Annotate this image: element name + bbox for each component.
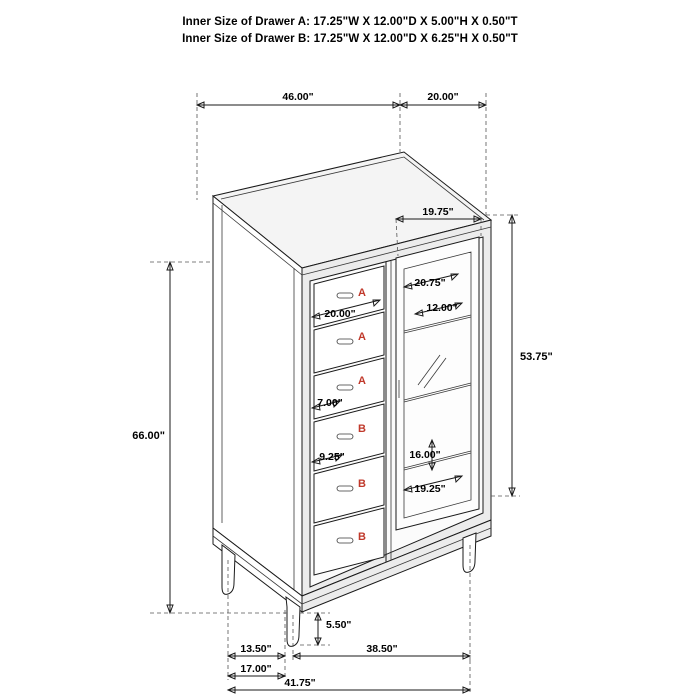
dim-base-left-outer: 17.00" (240, 663, 272, 675)
drawer-label-b2: B (358, 478, 366, 490)
dim-top-width-front: 46.00" (282, 91, 314, 103)
dim-shelf-clear-height: 16.00" (409, 449, 441, 461)
drawer-a-inner-size-note: Inner Size of Drawer A: 17.25"W X 12.00"D X 5.00"H X 0.50"T (182, 16, 518, 28)
dim-drawer-width-a: 20.00" (324, 308, 356, 320)
drawer-label-a2: A (358, 331, 366, 343)
dim-leg-height: 5.50" (326, 619, 352, 631)
dim-base-right: 38.50" (366, 643, 398, 655)
drawer-label-b1: B (358, 423, 366, 435)
drawer-b-inner-size-note: Inner Size of Drawer B: 17.25"W X 12.00"D X 6.25"H X 0.50"T (182, 33, 518, 45)
dim-overall-height: 66.00" (132, 430, 165, 442)
dim-shelf-depth: 12.00" (426, 302, 458, 314)
dim-top-width-side: 20.00" (427, 91, 459, 103)
dim-drawer-height-a: 7.00" (317, 397, 343, 409)
drawer-label-a3: A (358, 375, 366, 387)
dim-door-depth: 19.75" (422, 206, 454, 218)
dim-base-left: 13.50" (240, 643, 272, 655)
dim-drawer-height-b: 9.25" (319, 451, 345, 463)
drawer-label-b3: B (358, 531, 366, 543)
dim-base-total: 41.75" (284, 677, 316, 689)
dim-door-opening-width: 19.25" (414, 483, 446, 495)
dim-cabinet-body-height: 53.75" (520, 351, 553, 363)
dim-door-inner-width: 20.75" (414, 277, 446, 289)
drawer-label-a1: A (358, 287, 366, 299)
